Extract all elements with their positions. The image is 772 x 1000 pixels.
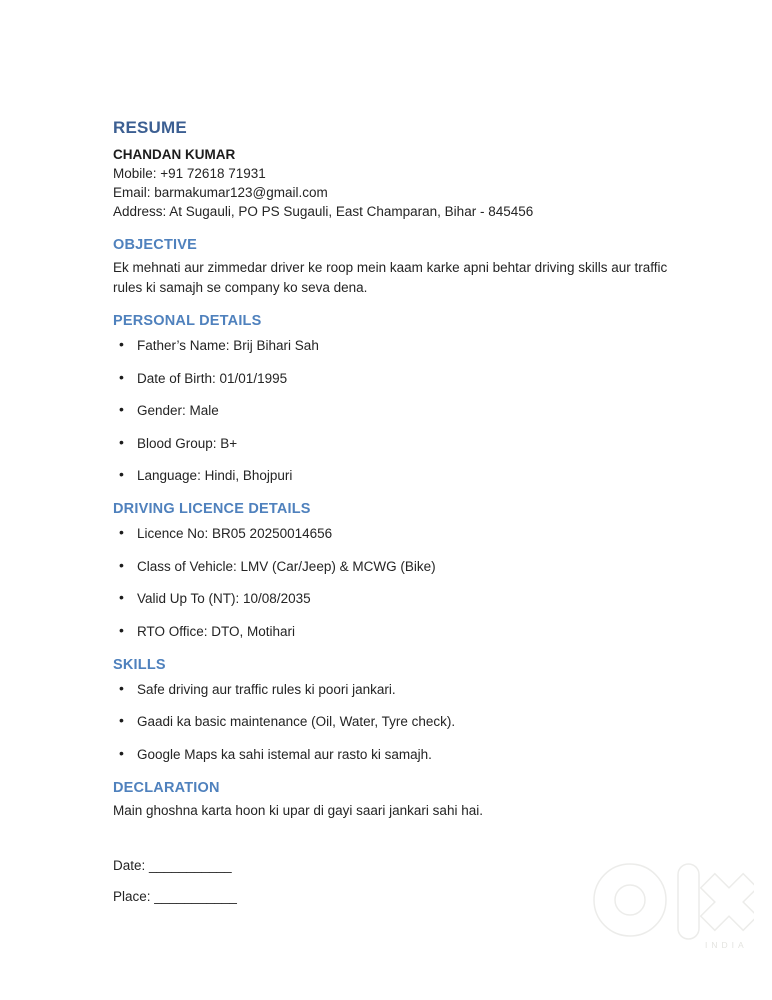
bullet-icon: • [119, 433, 124, 450]
list-item [113, 401, 671, 420]
bullet-icon: • [119, 744, 124, 761]
bullet-icon: • [119, 621, 124, 638]
skills-list [113, 680, 671, 764]
resume-document [113, 118, 671, 918]
list-item [113, 622, 671, 641]
place-line: Place: ___________ [113, 889, 237, 904]
list-item-text: Father’s Name: Brij Bihari Sah [137, 338, 319, 353]
candidate-name: CHANDAN KUMAR [113, 147, 236, 162]
section-heading-objective: OBJECTIVE [113, 237, 197, 253]
list-item-text: Licence No: BR05 20250014656 [137, 526, 333, 541]
list-item-text: Date of Birth: 01/01/1995 [137, 370, 288, 386]
date-line: Date: ___________ [113, 858, 232, 873]
list-item [113, 524, 671, 543]
list-item [113, 369, 671, 388]
section-heading-personal-details: PERSONAL DETAILS [113, 313, 262, 329]
contact-email: Email: barmakumar123@gmail.com [113, 185, 328, 200]
resume-title: RESUME [113, 118, 187, 137]
list-item [113, 336, 671, 355]
list-item-text: Language: Hindi, Bhojpuri [137, 468, 293, 483]
list-item-text: Gaadi ka basic maintenance (Oil, Water, Tyre check). [137, 714, 456, 729]
list-item [113, 745, 671, 764]
list-item [113, 589, 671, 608]
section-heading-skills: SKILLS [113, 656, 166, 673]
contact-mobile: Mobile: +91 72618 71931 [113, 166, 266, 181]
list-item-text: Class of Vehicle: LMV (Car/Jeep) & MCWG (Bike) [137, 558, 436, 574]
list-item [113, 434, 671, 453]
list-item-text: Blood Group: B+ [137, 435, 238, 451]
list-item-text: Safe driving aur traffic rules ki poori jankari. [137, 681, 396, 697]
list-item-text: Valid Up To (NT): 10/08/2035 [137, 591, 311, 606]
signoff-block [113, 856, 671, 906]
objective-text: Ek mehnati aur zimmedar driver ke roop mein kaam karke apni behtar driving skills aur traffic rules ki samajh se company ko seva dena. [113, 260, 668, 295]
declaration-text: Main ghoshna karta hoon ki upar di gayi saari jankari sahi hai. [113, 802, 483, 818]
bullet-icon: • [119, 336, 124, 352]
section-heading-declaration: DECLARATION [113, 779, 220, 796]
list-item [113, 680, 671, 699]
list-item-text: Google Maps ka sahi istemal aur rasto ki samajh. [137, 746, 432, 762]
contact-address: Address: At Sugauli, PO PS Sugauli, East Champaran, Bihar - 845456 [113, 204, 534, 219]
list-item-text: Gender: Male [137, 403, 219, 418]
personal-details-list [113, 336, 671, 485]
bullet-icon: • [119, 679, 124, 696]
section-heading-driving-licence: DRIVING LICENCE DETAILS [113, 501, 311, 517]
bullet-icon: • [119, 401, 124, 417]
bullet-icon: • [119, 368, 124, 385]
list-item [113, 557, 671, 576]
driving-licence-list [113, 524, 671, 641]
bullet-icon: • [119, 524, 124, 540]
list-item [113, 712, 671, 731]
watermark-country-label: INDIA [705, 940, 748, 950]
list-item [113, 466, 671, 485]
bullet-icon: • [119, 589, 124, 605]
bullet-icon: • [119, 712, 124, 728]
bullet-icon: • [119, 466, 124, 482]
bullet-icon: • [119, 556, 124, 573]
list-item-text: RTO Office: DTO, Motihari [137, 623, 296, 639]
